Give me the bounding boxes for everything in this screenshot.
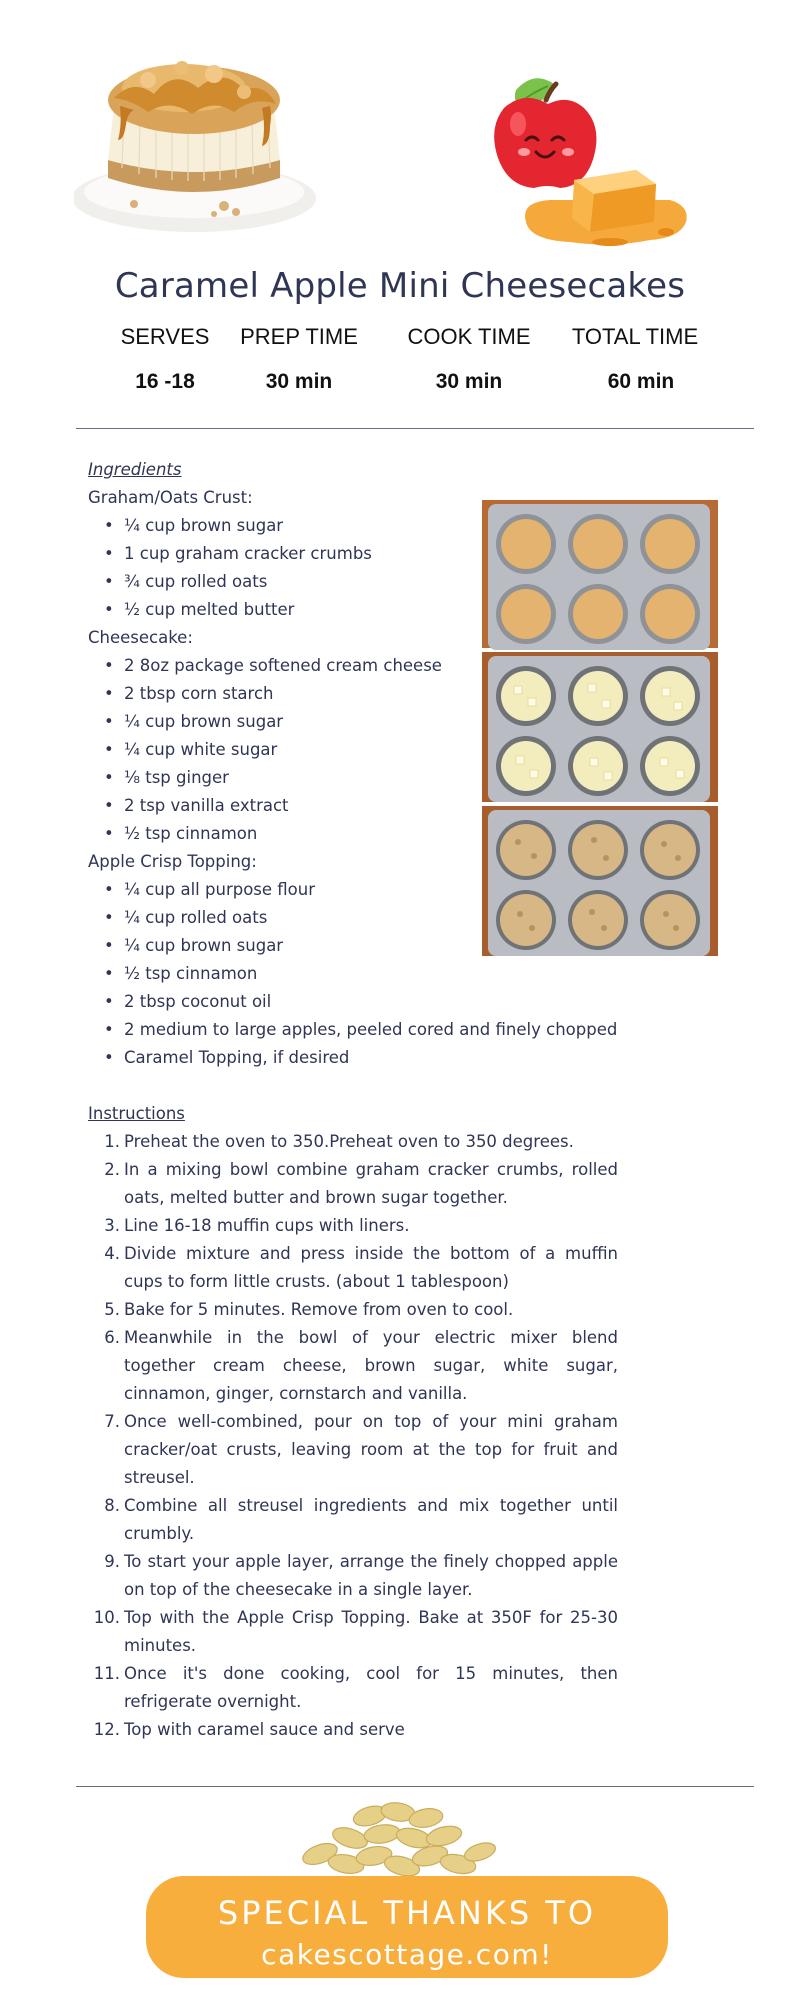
stat-value: 30 min <box>435 370 503 393</box>
list-item: • ⅛ tsp ginger <box>124 764 618 792</box>
cheesecake-title: Cheesecake: <box>88 628 193 647</box>
stat-value: 30 min <box>265 370 333 393</box>
list-item: • 1 cup graham cracker crumbs <box>124 540 618 568</box>
stat-total-time <box>560 324 710 394</box>
cheesecake-photo <box>74 28 316 244</box>
step-text: Bake for 5 minutes. Remove from oven to cool. <box>124 1300 514 1319</box>
list-item: • ¼ cup brown sugar <box>124 932 618 960</box>
instruction-step: 9. To start your apple layer, arrange the finely chopped apple on top of the cheesecake in a single layer. <box>104 1552 618 1599</box>
instructions-heading: Instructions <box>88 1104 185 1123</box>
list-item: • ¼ cup white sugar <box>124 736 618 764</box>
instruction-step: 7. Once well-combined, pour on top of your mini graham cracker/oat crusts, leaving room at the top for fruit and streusel. <box>104 1412 618 1487</box>
instruction-step: 5. Bake for 5 minutes. Remove from oven to cool. <box>104 1300 514 1319</box>
step-text: Once it's done cooking, cool for 15 minutes, then refrigerate overnight. <box>124 1664 618 1711</box>
stat-label: PREP TIME <box>240 324 358 349</box>
list-item: • 2 8oz package softened cream cheese <box>124 652 618 680</box>
list-item: • 2 tbsp corn starch <box>124 680 618 708</box>
list-item: • 2 tsp vanilla extract <box>124 792 618 820</box>
list-item: • ½ cup melted butter <box>124 596 618 624</box>
instruction-step: 12. Top with caramel sauce and serve <box>93 1720 405 1739</box>
stat-label: TOTAL TIME <box>571 324 699 349</box>
instruction-step: 3. Line 16-18 muffin cups with liners. <box>104 1216 410 1235</box>
list-item: • Caramel Topping, if desired <box>124 1044 618 1072</box>
apple-caramel-illustration <box>490 72 690 262</box>
divider-bottom <box>76 1786 754 1787</box>
instruction-step: 6. Meanwhile in the bowl of your electric mixer blend together cream cheese, brown sugar, white sugar, cinnamon, ginger, cornstarch and vanilla. <box>104 1328 618 1403</box>
topping-list <box>88 876 618 1072</box>
step-text: Preheat the oven to 350.Preheat oven to 350 degrees. <box>124 1132 574 1151</box>
thanks-website: cakescottage.com! <box>261 1938 553 1971</box>
step-text: In a mixing bowl combine graham cracker crumbs, rolled oats, melted butter and brown sugar together. <box>124 1160 618 1207</box>
cheesecake-list <box>88 652 618 848</box>
recipe-title: Caramel Apple Mini Cheesecakes <box>114 266 686 306</box>
step-text: Meanwhile in the bowl of your electric mixer blend together cream cheese, brown sugar, white sugar, cinnamon, ginger, cornstarch and vanilla. <box>124 1328 618 1403</box>
list-item: • ¼ cup rolled oats <box>124 904 618 932</box>
instruction-step: 4. Divide mixture and press inside the bottom of a muffin cups to form little crusts. (about 1 tablespoon) <box>104 1244 618 1291</box>
list-item: • ¼ cup all purpose flour <box>124 876 618 904</box>
stat-serves <box>90 324 240 394</box>
step-text: Top with the Apple Crisp Topping. Bake at 350F for 25-30 minutes. <box>124 1608 618 1655</box>
step-text: Combine all streusel ingredients and mix together until crumbly. <box>124 1496 618 1543</box>
stat-label: COOK TIME <box>407 324 531 349</box>
thanks-line: SPECIAL THANKS TO <box>217 1894 597 1932</box>
stat-label: SERVES <box>120 324 210 349</box>
special-thanks-banner <box>146 1876 668 1978</box>
instruction-step: 8. Combine all streusel ingredients and mix together until crumbly. <box>104 1496 618 1543</box>
list-item: • ¼ cup brown sugar <box>124 708 618 736</box>
recipe-stats <box>90 324 710 404</box>
topping-title: Apple Crisp Topping: <box>88 852 257 871</box>
instruction-step: 10. Top with the Apple Crisp Topping. Bake at 350F for 25-30 minutes. <box>93 1608 618 1655</box>
divider-top <box>76 428 754 429</box>
stat-value: 16 -18 <box>135 370 195 393</box>
recipe-content <box>88 456 618 1744</box>
list-item: • 2 medium to large apples, peeled cored and finely chopped <box>124 1016 618 1044</box>
oats-illustration <box>290 1794 502 1880</box>
list-item: • ½ tsp cinnamon <box>124 820 618 848</box>
ingredients-heading: Ingredients <box>88 460 182 479</box>
stat-prep-time <box>224 324 374 394</box>
stat-value: 60 min <box>607 370 675 393</box>
list-item: • ¾ cup rolled oats <box>124 568 618 596</box>
step-text: Top with caramel sauce and serve <box>124 1720 405 1739</box>
crust-list <box>88 512 618 624</box>
list-item: • 2 tbsp coconut oil <box>124 988 618 1016</box>
crust-title: Graham/Oats Crust: <box>88 488 253 507</box>
step-text: Divide mixture and press inside the bottom of a muffin cups to form little crusts. (about 1 tablespoon) <box>124 1244 618 1291</box>
instruction-step: 2. In a mixing bowl combine graham cracker crumbs, rolled oats, melted butter and brown sugar together. <box>104 1160 618 1207</box>
list-item: • ½ tsp cinnamon <box>124 960 618 988</box>
instruction-step: 11. Once it's done cooking, cool for 15 minutes, then refrigerate overnight. <box>93 1664 618 1711</box>
list-item: • ¼ cup brown sugar <box>124 512 618 540</box>
instructions-list <box>88 1128 618 1744</box>
step-text: Line 16-18 muffin cups with liners. <box>124 1216 410 1235</box>
step-text: Once well-combined, pour on top of your mini graham cracker/oat crusts, leaving room at the top for fruit and streusel. <box>124 1412 618 1487</box>
instruction-step: 1. Preheat the oven to 350.Preheat oven to 350 degrees. <box>104 1132 574 1151</box>
step-text: To start your apple layer, arrange the finely chopped apple on top of the cheesecake in a single layer. <box>124 1552 618 1599</box>
stat-cook-time <box>394 324 544 394</box>
